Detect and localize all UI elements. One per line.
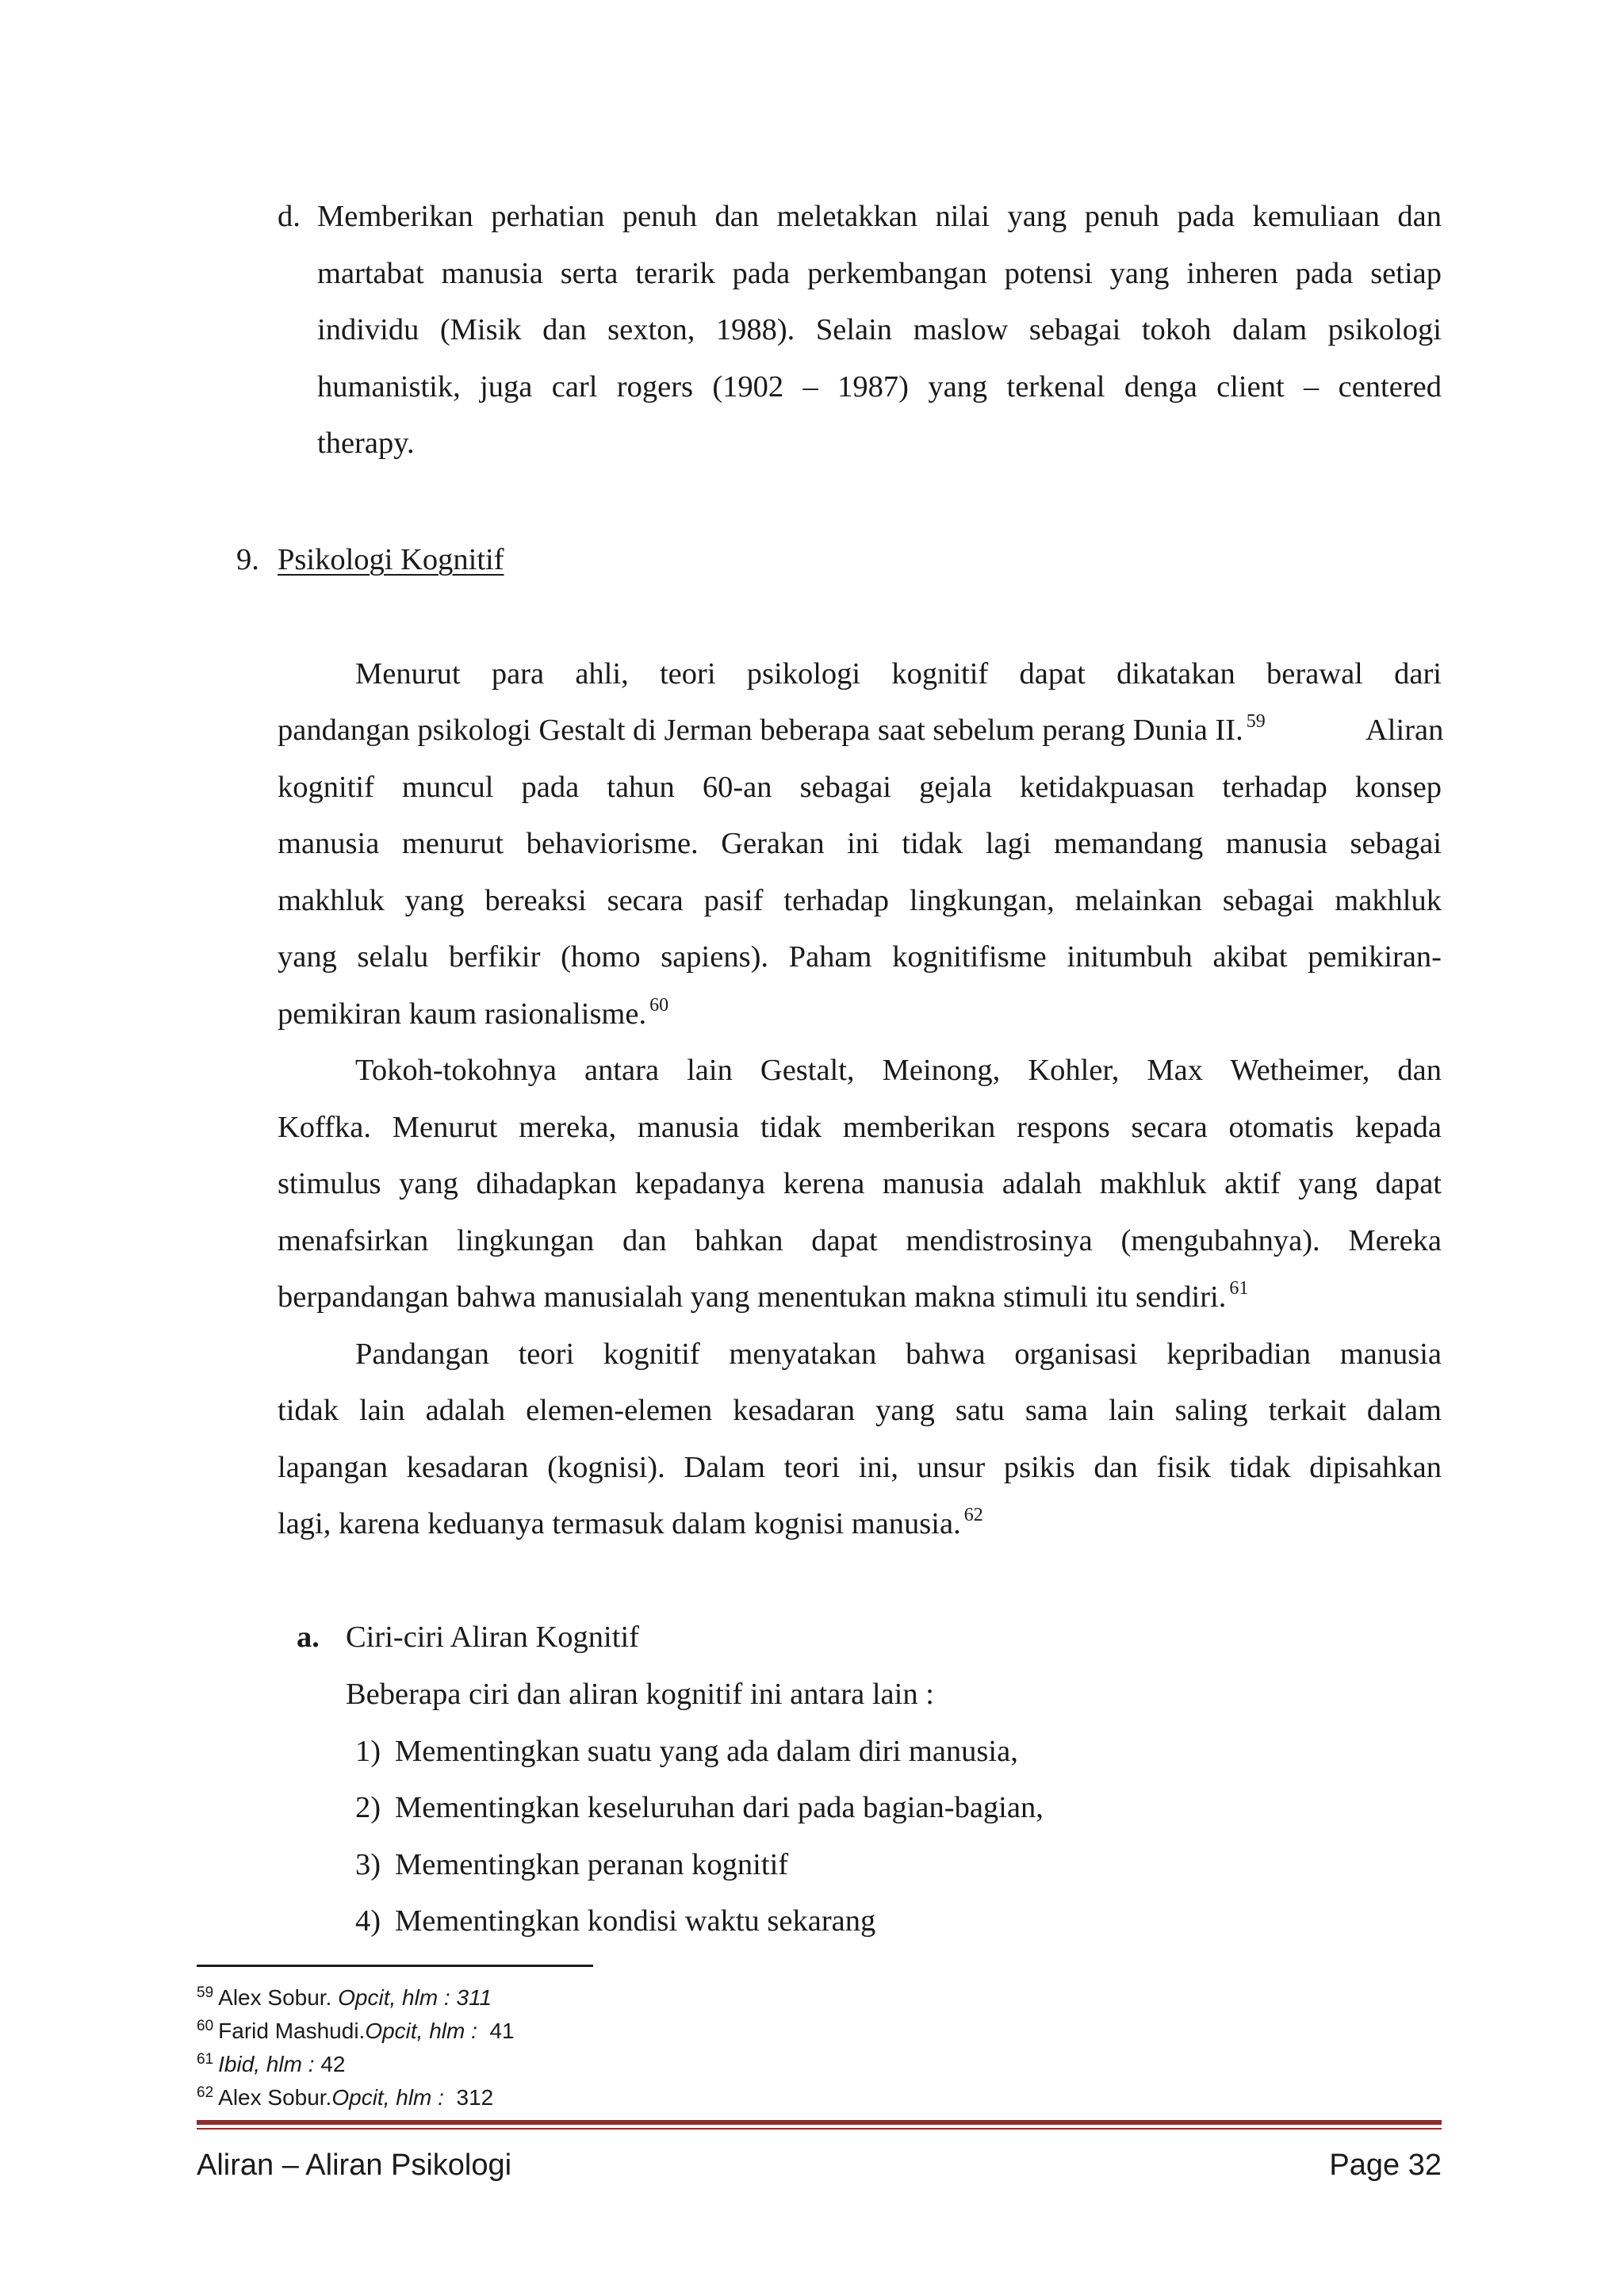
subsection-intro: Beberapa ciri dan aliran kognitif ini antara lain : [346, 1678, 934, 1711]
list-d-line-1: Memberikan perhatian penuh dan meletakkan nilai yang penuh pada kemuliaan dan [317, 200, 1442, 233]
paragraph-1-line-7: pemikiran kaum rasionalisme. $^{60}$ [278, 995, 669, 1031]
paragraph-3-line-4: lagi, karena keduanya termasuk dalam kognisi manusia. $^{62}$ [278, 1505, 983, 1540]
list-marker-d: d. [278, 200, 301, 233]
list-item-2-number: 2) [355, 1791, 381, 1824]
paragraph-2-line-1: Tokoh-tokohnya antara lain Gestalt, Meinong, Kohler, Max Wetheimer, dan [355, 1054, 1442, 1087]
paragraph-2-line-3: stimulus yang dihadapkan kepadanya kerena manusia adalah makhluk aktif yang dapat [278, 1167, 1442, 1200]
paragraph-1-line-2-tail: Aliran [1365, 714, 1444, 747]
list-item-1-text: Mementingkan suatu yang ada dalam diri manusia, [395, 1735, 1018, 1768]
list-item-3-text: Mementingkan peranan kognitif [395, 1848, 789, 1881]
footnote-ref-59[interactable]: 59 [1246, 711, 1266, 732]
list-d-line-2: martabat manusia serta terarik pada perkembangan potensi yang inheren pada setiap [317, 257, 1442, 290]
list-item-2-text: Mementingkan keseluruhan dari pada bagian-bagian, [395, 1791, 1044, 1824]
subsection-marker: a. [297, 1621, 320, 1654]
footer-page-number: Page 32 [1329, 2149, 1442, 2182]
footer-title: Aliran – Aliran Psikologi [197, 2149, 512, 2182]
footnote-61: $^{61}$ Ibid, hlm : 42 [197, 2051, 346, 2076]
paragraph-1-line-5: makhluk yang bereaksi secara pasif terhadap lingkungan, melainkan sebagai makhluk [278, 884, 1442, 917]
section-number: 9. [236, 543, 259, 576]
footnote-ref-62[interactable]: 62 [963, 1505, 983, 1525]
section-title: Psikologi Kognitif [278, 543, 504, 576]
paragraph-1-line-2: pandangan psikologi Gestalt di Jerman beberapa saat sebelum perang Dunia II. $^{59}$ [278, 711, 1266, 747]
paragraph-3-line-3: lapangan kesadaran (kognisi). Dalam teori ini, unsur psikis dan fisik tidak dipisahkan [278, 1451, 1442, 1484]
footer-rule-thick [197, 2120, 1442, 2125]
list-d-line-4: humanistik, juga carl rogers (1902 – 1987) yang terkenal denga client – centered [317, 370, 1442, 404]
paragraph-2-line-4: menafsirkan lingkungan dan bahkan dapat mendistrosinya (mengubahnya). Mereka [278, 1224, 1442, 1257]
paragraph-3-line-1: Pandangan teori kognitif menyatakan bahwa organisasi kepribadian manusia [355, 1337, 1442, 1371]
list-item-4-text: Mementingkan kondisi waktu sekarang [395, 1904, 876, 1938]
list-item-3-number: 3) [355, 1848, 381, 1881]
footnote-separator [197, 1965, 593, 1967]
footnote-59: $^{59}$ Alex Sobur. Opcit, hlm : 311 [197, 1984, 492, 2010]
footer-rule-thin [197, 2128, 1442, 2130]
footnote-62: $^{62}$ Alex Sobur.Opcit, hlm : 312 [197, 2084, 494, 2110]
subsection-title: Ciri-ciri Aliran Kognitif [346, 1621, 639, 1654]
list-d-line-5: therapy. [317, 427, 415, 460]
list-item-4-number: 4) [355, 1904, 381, 1938]
footnote-ref-60[interactable]: 60 [649, 995, 669, 1016]
list-d-line-3: individu (Misik dan sexton, 1988). Selain maslow sebagai tokoh dalam psikologi [317, 313, 1442, 346]
paragraph-1-line-1: Menurut para ahli, teori psikologi kognitif dapat dikatakan berawal dari [355, 657, 1442, 691]
paragraph-1-line-4: manusia menurut behaviorisme. Gerakan ini tidak lagi memandang manusia sebagai [278, 827, 1442, 860]
paragraph-1-line-6: yang selalu berfikir (homo sapiens). Paham kognitifisme initumbuh akibat pemikiran- [278, 940, 1442, 974]
paragraph-2-line-5: berpandangan bahwa manusialah yang menentukan makna stimuli itu sendiri. $^{61}$ [278, 1278, 1249, 1314]
footnote-ref-61[interactable]: 61 [1229, 1278, 1249, 1299]
list-item-1-number: 1) [355, 1735, 381, 1768]
paragraph-2-line-2: Koffka. Menurut mereka, manusia tidak memberikan respons secara otomatis kepada [278, 1111, 1442, 1144]
paragraph-3-line-2: tidak lain adalah elemen-elemen kesadaran yang satu sama lain saling terkait dalam [278, 1394, 1442, 1427]
footnote-60: $^{60}$ Farid Mashudi.Opcit, hlm : 41 [197, 2018, 515, 2043]
paragraph-1-line-3: kognitif muncul pada tahun 60-an sebagai gejala ketidakpuasan terhadap konsep [278, 771, 1442, 804]
